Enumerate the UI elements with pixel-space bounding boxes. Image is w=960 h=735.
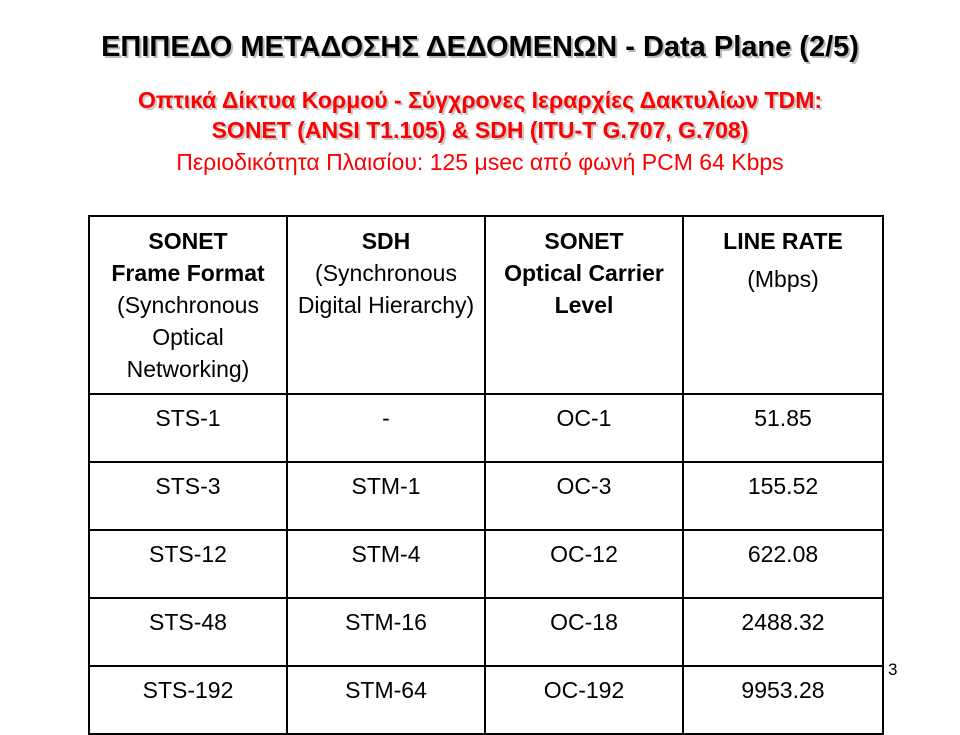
cell-sonet-frame: STS-12 — [89, 530, 287, 598]
slide-title: ΕΠΙΠΕΔΟ ΜΕΤΑΔΟΣΗΣ ΔΕΔΟΜΕΝΩΝ - Data Plane (2/5) — [101, 31, 859, 63]
cell-line-rate: 9953.28 — [683, 666, 883, 734]
cell-line-rate: 2488.32 — [683, 598, 883, 666]
cell-line-rate: 622.08 — [683, 530, 883, 598]
cell-optical-carrier: OC-3 — [485, 462, 683, 530]
header-description: (Synchronous Digital Hierarchy) — [297, 260, 475, 318]
cell-optical-carrier: OC-18 — [485, 598, 683, 666]
header-label: SONET — [544, 228, 624, 254]
cell-optical-carrier: OC-12 — [485, 530, 683, 598]
table-row — [89, 462, 883, 530]
cell-sdh: STM-16 — [287, 598, 485, 666]
table-header-row — [89, 216, 883, 394]
cell-optical-carrier: OC-192 — [485, 666, 683, 734]
header-sonet-frame-format — [89, 216, 287, 394]
header-label: Frame Format — [111, 260, 265, 286]
sonet-sdh-rate-table — [88, 215, 884, 735]
header-label: SDH — [361, 228, 411, 254]
header-unit: (Mbps) — [747, 266, 819, 292]
cell-sdh: STM-4 — [287, 530, 485, 598]
cell-sdh: STM-1 — [287, 462, 485, 530]
cell-sonet-frame: STS-3 — [89, 462, 287, 530]
cell-line-rate: 155.52 — [683, 462, 883, 530]
cell-sdh: - — [287, 394, 485, 462]
cell-sdh: STM-64 — [287, 666, 485, 734]
header-label: LINE RATE — [723, 228, 843, 254]
table-row — [89, 666, 883, 734]
header-line-rate — [683, 216, 883, 394]
header-label: SONET — [148, 228, 228, 254]
header-optical-carrier-level — [485, 216, 683, 394]
header-description: (Synchronous Optical Networking) — [117, 292, 259, 382]
cell-sonet-frame: STS-192 — [89, 666, 287, 734]
header-label: Optical Carrier Level — [504, 260, 664, 318]
cell-optical-carrier: OC-1 — [485, 394, 683, 462]
header-sdh — [287, 216, 485, 394]
cell-sonet-frame: STS-1 — [89, 394, 287, 462]
cell-sonet-frame: STS-48 — [89, 598, 287, 666]
table-row — [89, 598, 883, 666]
subtitle-line-2: SONET (ANSI T1.105) & SDH (ITU-T G.707, G.708) — [211, 117, 749, 143]
subtitle-line-1: Οπτικά Δίκτυα Κορμού - Σύγχρονες Ιεραρχίες Δακτυλίων TDM: — [137, 87, 823, 113]
cell-line-rate: 51.85 — [683, 394, 883, 462]
table-row — [89, 394, 883, 462]
page-number: 3 — [888, 660, 898, 679]
subtitle-line-3: Περιοδικότητα Πλαισίου: 125 μsec από φωνή PCM 64 Kbps — [176, 149, 784, 175]
table-row — [89, 530, 883, 598]
